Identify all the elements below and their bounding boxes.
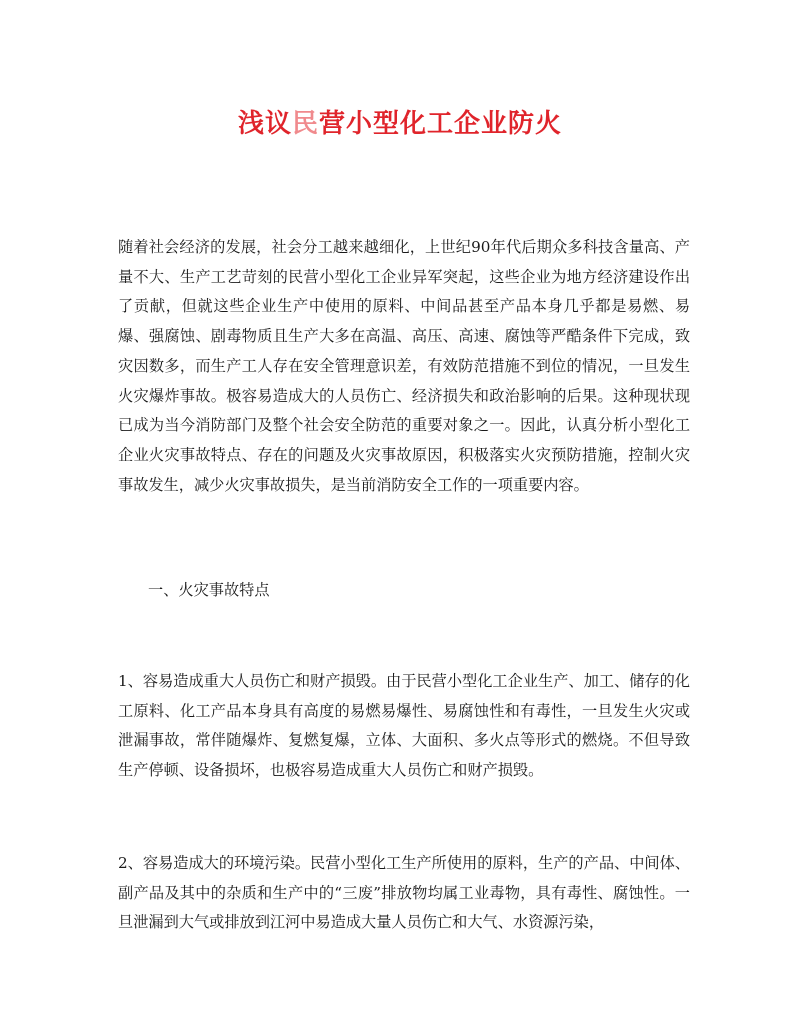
- title-part-1: 浅议: [237, 109, 292, 139]
- title-part-2: 民: [291, 109, 319, 139]
- section-heading: 一、火灾事故特点: [148, 581, 270, 599]
- document-title: [0, 104, 800, 144]
- point-1-paragraph: 1、容易造成重大人员伤亡和财产损毁。由于民营小型化工企业生产、加工、储存的化工原料、化工产品本身具有高度的易燃易爆性、易腐蚀性和有毒性，一旦发生火灾或泄漏事故，常伴随爆炸、复燃复爆，立体、大面积、多火点等形式的燃烧。不但导致生产停顿、设备损坏，也极容易造成重大人员伤亡和财产损毁。: [118, 672, 690, 780]
- point-2-paragraph: 2、容易造成大的环境污染。民营小型化工生产所使用的原料，生产的产品、中间体、副产品及其中的杂质和生产中的“三废”排放物均属工业毒物，具有毒性、腐蚀性。一旦泄漏到大气或排放到江河中易造成大量人员伤亡和大气、水资源污染，: [118, 854, 690, 932]
- intro-paragraph: 随着社会经济的发展，社会分工越来越细化，上世纪90年代后期众多科技含量高、产量不大、生产工艺苛刻的民营小型化工企业异军突起，这些企业为地方经济建设作出了贡献，但就这些企业生产中使用的原料、中间品甚至产品本身几乎都是易燃、易爆、强腐蚀、剧毒物质且生产大多在高温、高压、高速、腐蚀等严酷条件下完成，致灾因数多，而生产工人存在安全管理意识差，有效防范措施不到位的情况，一旦发生火灾爆炸事故。极容易造成大的人员伤亡、经济损失和政治影响的后果。这种现状现已成为当今消防部门及整个社会安全防范的重要对象之一。因此，认真分析小型化工企业火灾事故特点、存在的问题及火灾事故原因，积极落实火灾预防措施，控制火灾事故发生，减少火灾事故损失，是当前消防安全工作的一项重要内容。: [118, 238, 690, 494]
- title-part-3: 营小型化工企业防火: [319, 109, 563, 139]
